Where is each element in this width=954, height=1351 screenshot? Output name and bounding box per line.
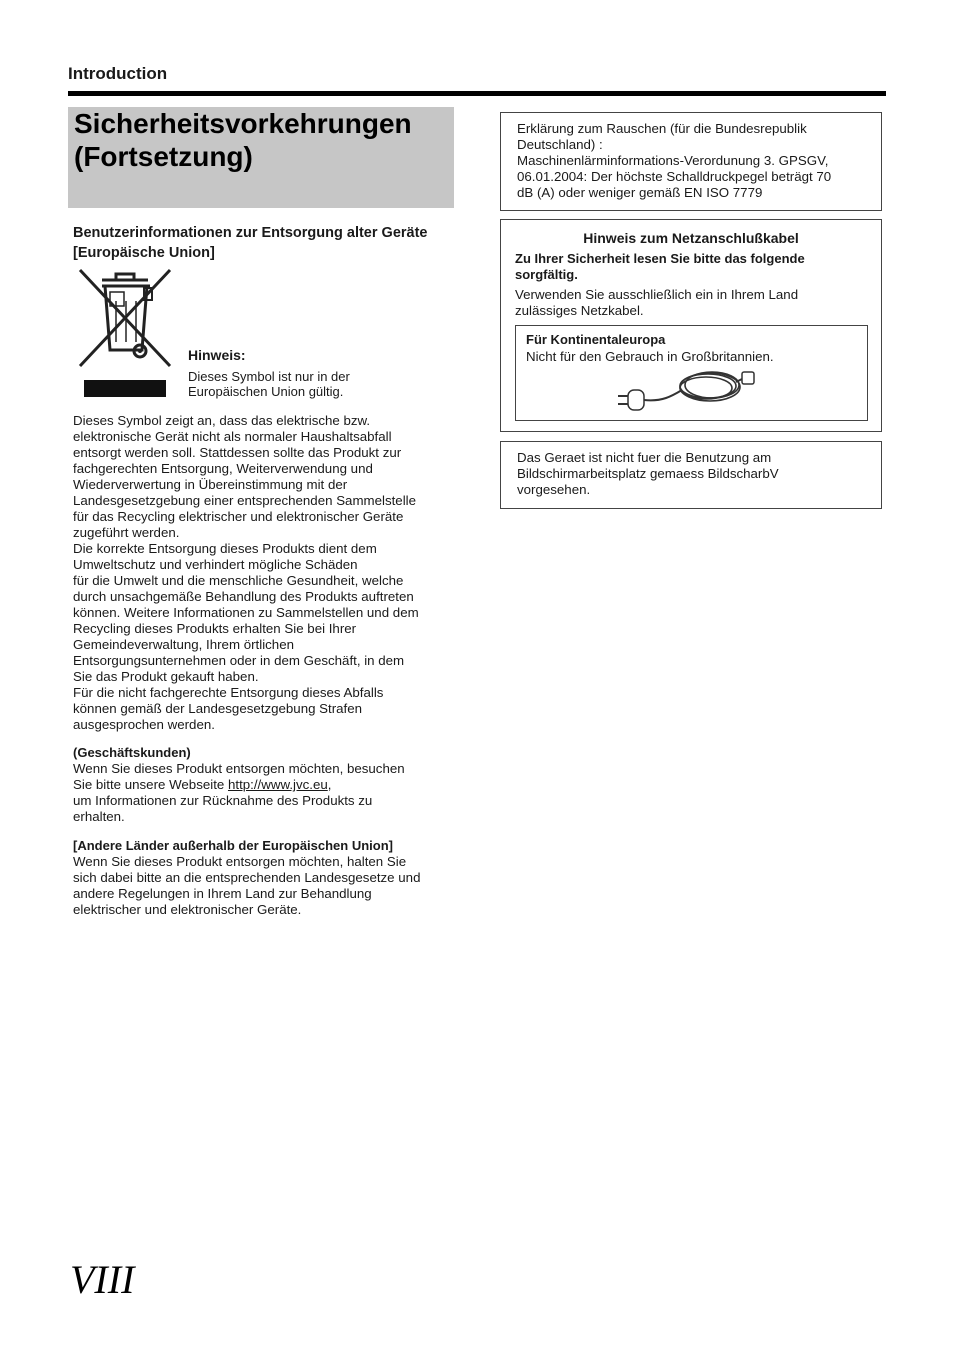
box-line: Verwenden Sie ausschließlich ein in Ihrem Land [515,287,799,302]
box-line: vorgesehen. [517,482,591,497]
continental-europe-box [515,325,868,421]
paragraph-line: Wenn Sie dieses Produkt entsorgen möchten, halten Sie [73,854,407,869]
disposal-subheading [73,223,453,263]
paragraph-line: können. Weitere Informationen zu Sammelstellen und dem [73,605,419,620]
disposal-paragraph [73,413,419,733]
section-label: Introduction [68,64,168,83]
box-line: Erklärung zum Rauschen (für die Bundesrepublik [517,121,807,136]
box-line: Maschinenlärminformations-Verordunung 3. GPSGV, [517,153,829,168]
hinweis-line: Dieses Symbol ist nur in der [188,369,350,384]
paragraph-line: Für die nicht fachgerechte Entsorgung dieses Abfalls [73,685,384,700]
power-cable-notice-box [500,219,882,432]
noise-declaration-box [500,112,882,211]
paragraph-line: für die Umwelt und die menschliche Gesundheit, welche [73,573,404,588]
paragraph-line: durch unsachgemäße Behandlung des Produkts auftreten [73,589,414,604]
link-suffix: , [327,777,332,792]
other-countries-label: [Andere Länder außerhalb der Europäischen Union] [73,838,393,853]
box-line: 06.01.2004: Der höchste Schalldruckpegel beträgt 70 [517,169,832,184]
continental-europe-text: Nicht für den Gebrauch in Großbritannien. [526,349,774,364]
paragraph-line: Entsorgungsunternehmen oder in dem Geschäft, in dem [73,653,405,668]
paragraph-line: können gemäß der Landesgesetzgebung Strafen [73,701,363,716]
business-customers-label: (Geschäftskunden) [73,745,191,760]
subheading-line-1: Benutzerinformationen zur Entsorgung alter Geräte [73,225,428,241]
paragraph-line: Wiederverwertung in Übereinstimmung mit der [73,477,348,492]
paragraph-line: Wenn Sie dieses Produkt entsorgen möchten, besuchen [73,761,405,776]
paragraph-line: zugeführt werden. [73,525,180,540]
power-cable-icon [612,366,758,418]
link-prefix: Sie bitte unsere Webseite [73,777,228,792]
jvc-website-link[interactable]: http://www.jvc.eu [227,777,328,792]
paragraph-line: Recycling dieses Produkts erhalten Sie bei Ihrer [73,621,357,636]
paragraph-line: Landesgesetzgebung einer entsprechenden Sammelstelle [73,493,416,508]
box-line: Das Geraet ist nicht fuer die Benutzung am [517,450,772,465]
paragraph-line: erhalten. [73,809,125,824]
title-box [68,107,454,208]
paragraph-line: elektronische Gerät nicht als normaler Haushaltsabfall [73,429,392,444]
box-line: zulässiges Netzkabel. [515,303,644,318]
hinweis-text [188,370,418,399]
box-line: sorgfältig. [515,267,578,282]
paragraph-line: fachgerechten Entsorgung, Weiterverwendung und [73,461,373,476]
paragraph-line: für das Recycling elektrischer und elektronischer Geräte [73,509,404,524]
continental-europe-title: Für Kontinentaleuropa [526,332,666,347]
paragraph-line: Gemeindeverwaltung, Ihrem örtlichen [73,637,294,652]
page-title [68,107,454,173]
page-number: VIII [70,1257,135,1302]
paragraph-line: Umweltschutz und verhindert mögliche Schäden [73,557,358,572]
box-line: dB (A) oder weniger gemäß EN ISO 7779 [517,185,763,200]
paragraph-line: Die korrekte Entsorgung dieses Produkts dient dem [73,541,377,556]
other-countries-section [73,838,420,918]
hinweis-label: Hinweis: [188,347,246,363]
box-line: Bildschirmarbeitsplatz gemaess BildscharbV [517,466,779,481]
paragraph-line: entsorgt werden soll. Stattdessen sollte das Produkt zur [73,445,402,460]
box-line: Deutschland) : [517,137,603,152]
paragraph-line: Sie das Produkt gekauft haben. [73,669,259,684]
crossed-out-wheeled-bin-icon [76,266,176,400]
subheading-line-2: [Europäische Union] [73,245,215,261]
display-workstation-box [500,441,882,509]
paragraph-line: Dieses Symbol zeigt an, dass das elektrische bzw. [73,413,371,428]
header-rule [68,91,886,96]
page-title-line-2: (Fortsetzung) [74,141,253,172]
paragraph-line: elektrischer und elektronischer Geräte. [73,902,302,917]
paragraph-line: sich dabei bitte an die entsprechenden Landesgesetze und [73,870,421,885]
business-customers-section [73,745,405,825]
hinweis-line: Europäischen Union gültig. [188,383,344,399]
paragraph-line: ausgesprochen werden. [73,717,215,732]
page-title-line-1: Sicherheitsvorkehrungen [74,108,412,139]
paragraph-line: andere Regelungen in Ihrem Land zur Behandlung [73,886,372,901]
box-line: Zu Ihrer Sicherheit lesen Sie bitte das folgende [515,251,805,266]
power-cable-notice-title: Hinweis zum Netzanschlußkabel [583,230,799,246]
power-cable-body [515,287,798,319]
paragraph-line: um Informationen zur Rücknahme des Produkts zu [73,793,373,808]
paragraph-line-with-link [73,777,405,793]
power-cable-safety-note [515,251,805,283]
